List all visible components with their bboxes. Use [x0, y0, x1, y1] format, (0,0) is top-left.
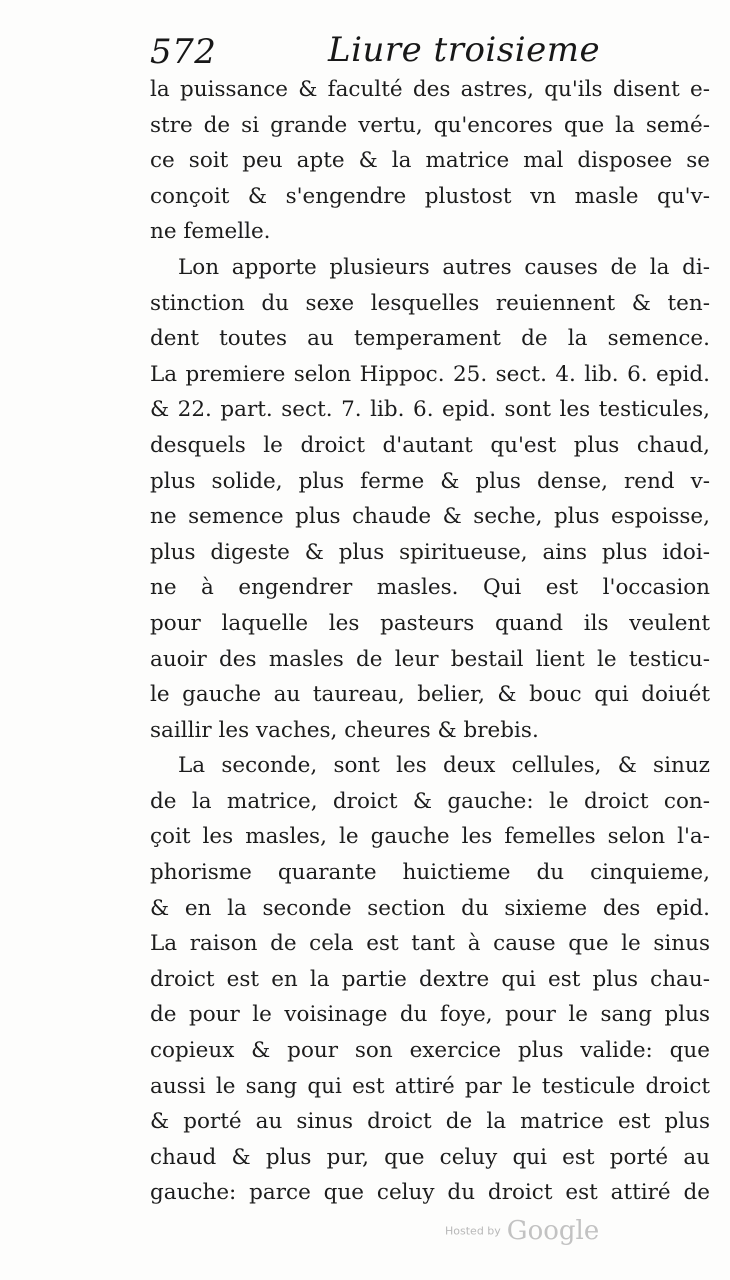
- text-line: saillir les vaches, cheures & brebis.: [150, 717, 539, 743]
- text-line: & 22. part. sect. 7. lib. 6. epid. sont les testicules,: [150, 397, 710, 423]
- running-title: Liure troisieme: [328, 30, 601, 70]
- text-line: gauche: parce que celuy du droict est attiré de: [150, 1180, 710, 1206]
- text-line: la puissance & faculté des astres, qu'ils disent e-: [150, 77, 710, 102]
- hosted-by-label: Hosted by: [445, 1224, 501, 1238]
- text-line: phorisme quarante huictieme du cinquieme,: [150, 860, 710, 886]
- text-line: plus digeste & plus spiritueuse, ains plus idoi-: [150, 539, 710, 565]
- text-line: de pour le voisinage du foye, pour le sang plus: [150, 1002, 710, 1028]
- text-line: dent toutes au temperament de la semence.: [150, 326, 710, 352]
- page-header: [150, 28, 710, 76]
- text-line: La seconde, sont les deux cellules, & sinuz: [178, 753, 710, 779]
- text-line: chaud & plus pur, que celuy qui est porté au: [150, 1144, 710, 1170]
- text-line: & en la seconde section du sixieme des epid.: [150, 895, 710, 921]
- text-line: de la matrice, droict & gauche: le droict con-: [150, 788, 710, 814]
- text-line: ne semence plus chaude & seche, plus espoisse,: [150, 504, 710, 530]
- text-line: conçoit & s'engendre plustost vn masle qu'v-: [150, 183, 710, 209]
- text-line: stinction du sexe lesquelles reuiennent & ten-: [150, 290, 710, 316]
- text-line: ce soit peu apte & la matrice mal disposee se: [150, 148, 710, 174]
- text-line: Lon apporte plusieurs autres causes de la di-: [178, 254, 710, 280]
- text-line: çoit les masles, le gauche les femelles selon l'a-: [150, 824, 710, 850]
- text-line: le gauche au taureau, belier, & bouc qui doiuét: [150, 682, 710, 708]
- text-line: auoir des masles de leur bestail lient le testicu-: [150, 646, 710, 672]
- body-text: [150, 72, 710, 1211]
- text-line: copieux & pour son exercice plus valide: que: [150, 1038, 710, 1064]
- text-line: aussi le sang qui est attiré par le testicule droict: [150, 1073, 710, 1099]
- text-line: desquels le droict d'autant qu'est plus chaud,: [150, 432, 710, 458]
- page-number: 572: [150, 32, 217, 72]
- text-line: ne à engendrer masles. Qui est l'occasion: [150, 575, 710, 601]
- google-logo: Google: [506, 1216, 600, 1246]
- text-line: La raison de cela est tant à cause que le sinus: [150, 931, 710, 957]
- text-line: stre de si grande vertu, qu'encores que la semé-: [150, 112, 710, 138]
- text-line: La premiere selon Hippoc. 25. sect. 4. lib. 6. epid.: [150, 361, 710, 387]
- hosted-by-footer: [445, 1216, 599, 1246]
- text-line: plus solide, plus ferme & plus dense, rend v-: [150, 468, 710, 494]
- text-line: & porté au sinus droict de la matrice est plus: [150, 1109, 710, 1135]
- text-line: droict est en la partie dextre qui est plus chau-: [150, 966, 710, 992]
- text-line: ne femelle.: [150, 219, 271, 245]
- text-line: pour laquelle les pasteurs quand ils veulent: [150, 610, 710, 636]
